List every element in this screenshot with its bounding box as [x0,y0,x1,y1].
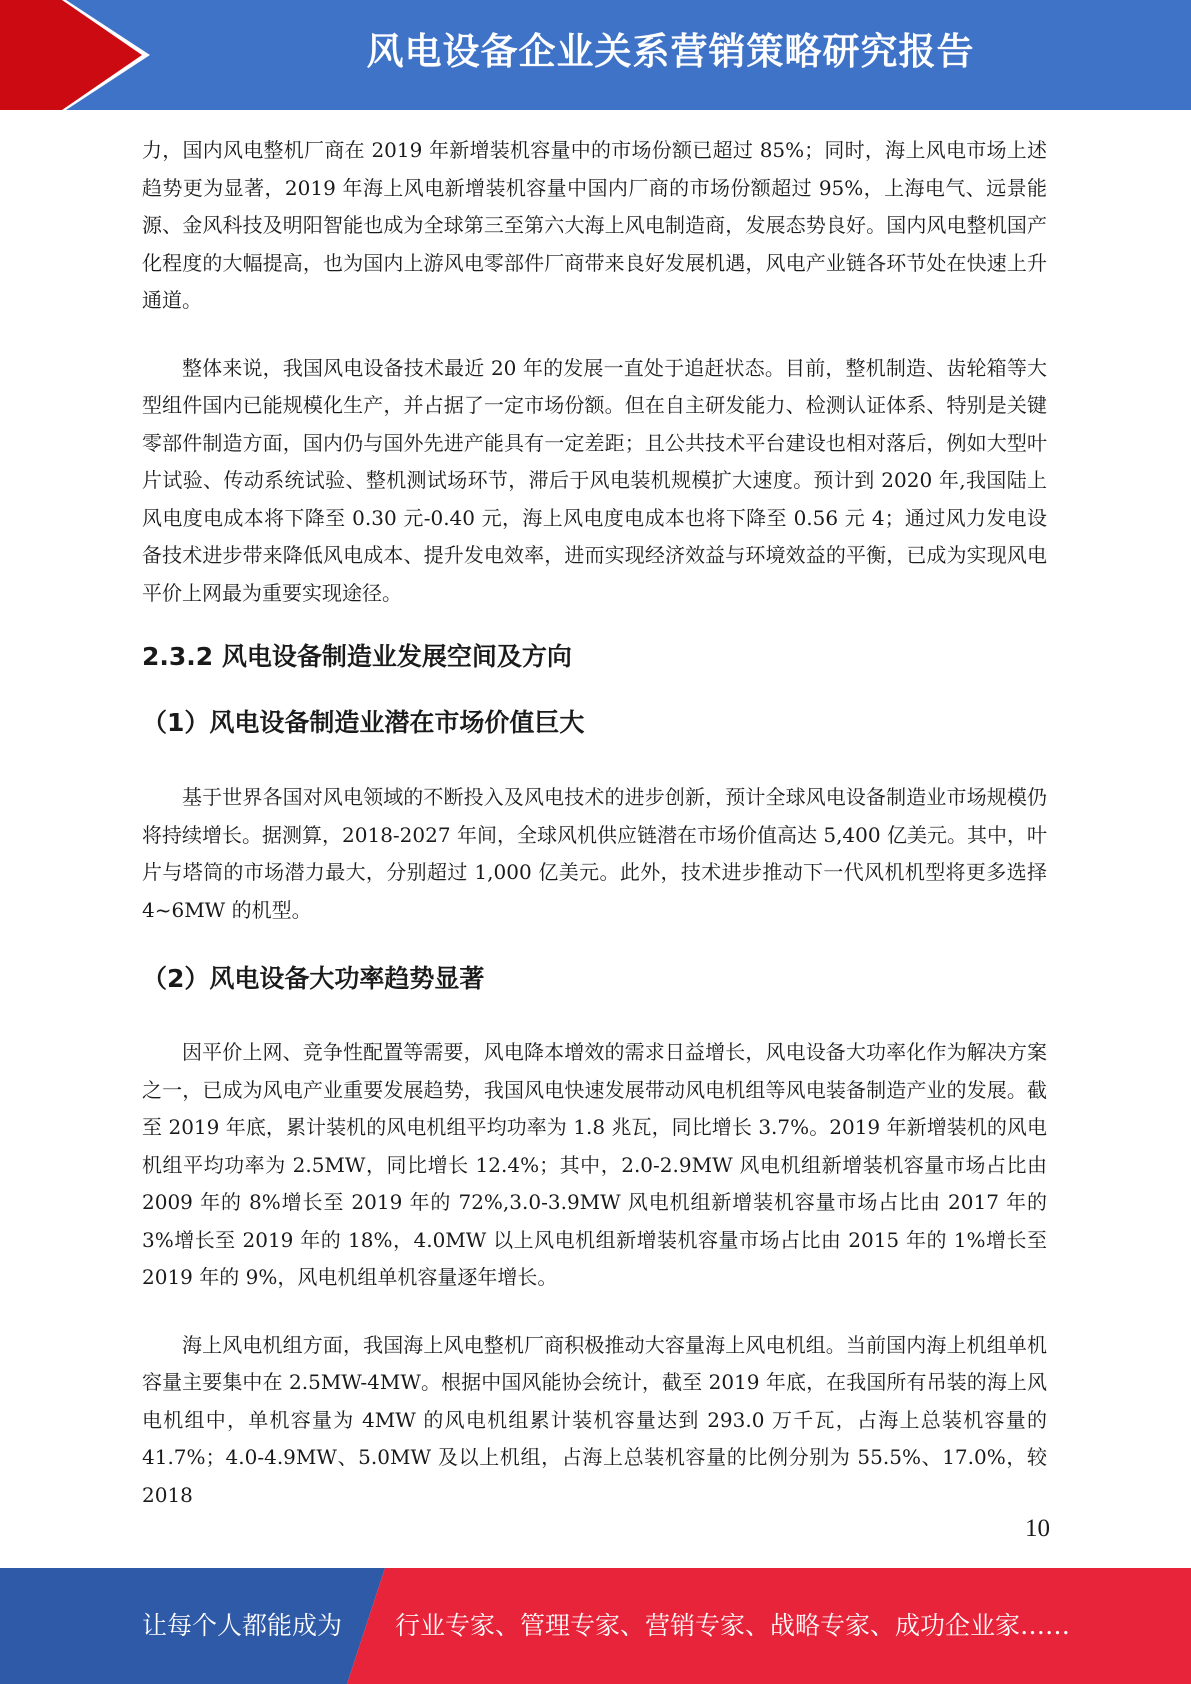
section-heading: 2.3.2 风电设备制造业发展空间及方向 [142,642,572,671]
document-body [142,132,1047,1514]
page-footer [0,1568,1191,1684]
subsection-heading-2: （2）风电设备大功率趋势显著 [142,964,485,993]
paragraph-2: 整体来说，我国风电设备技术最近 20 年的发展一直处于追赶状态。目前，整机制造、齿轮箱等大型组件国内已能规模化生产，并占据了一定市场份额。但在自主研发能力、检测认证体系、特别是关键零部件制造方面，国内仍与国外先进产能具有一定差距；且公共技术平台建设也相对落后，例如大型叶片试验、传动系统试验、整机测试场环节，滞后于风电装机规模扩大速度。预计到 2020 年,我国陆上风电度电成本将下降至 0.30 元-0.40 元，海上风电度电成本也将下降至 0.56 元 4；通过风力发电设备技术进步带来降低风电成本、提升发电效率，进而实现经济效益与环境效益的平衡，已成为实现风电平价上网最为重要实现途径。 [142,355,1047,605]
paragraph-4: 因平价上网、竞争性配置等需要，风电降本增效的需求日益增长，风电设备大功率化作为解决方案之一，已成为风电产业重要发展趋势，我国风电快速发展带动风电机组等风电装备制造产业的发展。截至 2019 年底，累计装机的风电机组平均功率为 1.8 兆瓦，同比增长 3.7%。2019 年新增装机的风电机组平均功率为 2.5MW，同比增长 12.4%；其中，2.0-2.9MW 风电机组新增装机容量市场占比由 2009 年的 8%增长至 2019 年的 72%,3.0-3.9MW 风电机组新增装机容量市场占比由 2017 年的 3%增长至 2019 年的 18%，4.0MW 以上风电机组新增装机容量市场占比由 2015 年的 1%增长至 2019 年的 9%，风电机组单机容量逐年增长。 [142,1040,1047,1289]
page-number: 10 [1025,1515,1050,1542]
paragraph-1: 力，国内风电整机厂商在 2019 年新增装机容量中的市场份额已超过 85%；同时，海上风电市场上述趋势更为显著，2019 年海上风电新增装机容量中国内厂商的市场份额超过 95%，上海电气、远景能源、金风科技及明阳智能也成为全球第三至第六大海上风电制造商，发展态势良好。国内风电整机国产化程度的大幅提高，也为国内上游风电零部件厂商带来良好发展机遇，风电产业链各环节处在快速上升通道。 [142,138,1047,312]
page-header [0,0,1191,110]
footer-slogan-right: 行业专家、管理专家、营销专家、战略专家、成功企业家…… [395,1611,1071,1640]
footer-slogan-left: 让每个人都能成为 [142,1611,343,1640]
subsection-heading-1: （1）风电设备制造业潜在市场价值巨大 [142,708,585,737]
paragraph-3: 基于世界各国对风电领域的不断投入及风电技术的进步创新，预计全球风电设备制造业市场规模仍将持续增长。据测算，2018-2027 年间，全球风机供应链潜在市场价值高达 5,400 亿美元。其中，叶片与塔筒的市场潜力最大，分别超过 1,000 亿美元。此外，技术进步推动下一代风机机型将更多选择 4~6MW 的机型。 [142,785,1047,922]
report-title: 风电设备企业关系营销策略研究报告 [366,30,975,73]
paragraph-5: 海上风电机组方面，我国海上风电整机厂商积极推动大容量海上风电机组。当前国内海上机组单机容量主要集中在 2.5MW-4MW。根据中国风能协会统计，截至 2019 年底，在我国所有吊装的海上风电机组中，单机容量为 4MW 的风电机组累计装机容量达到 293.0 万千瓦，占海上总装机容量的 41.7%；4.0-4.9MW、5.0MW 及以上机组，占海上总装机容量的比例分别为 55.5%、17.0%，较 2018 [142,1332,1047,1507]
